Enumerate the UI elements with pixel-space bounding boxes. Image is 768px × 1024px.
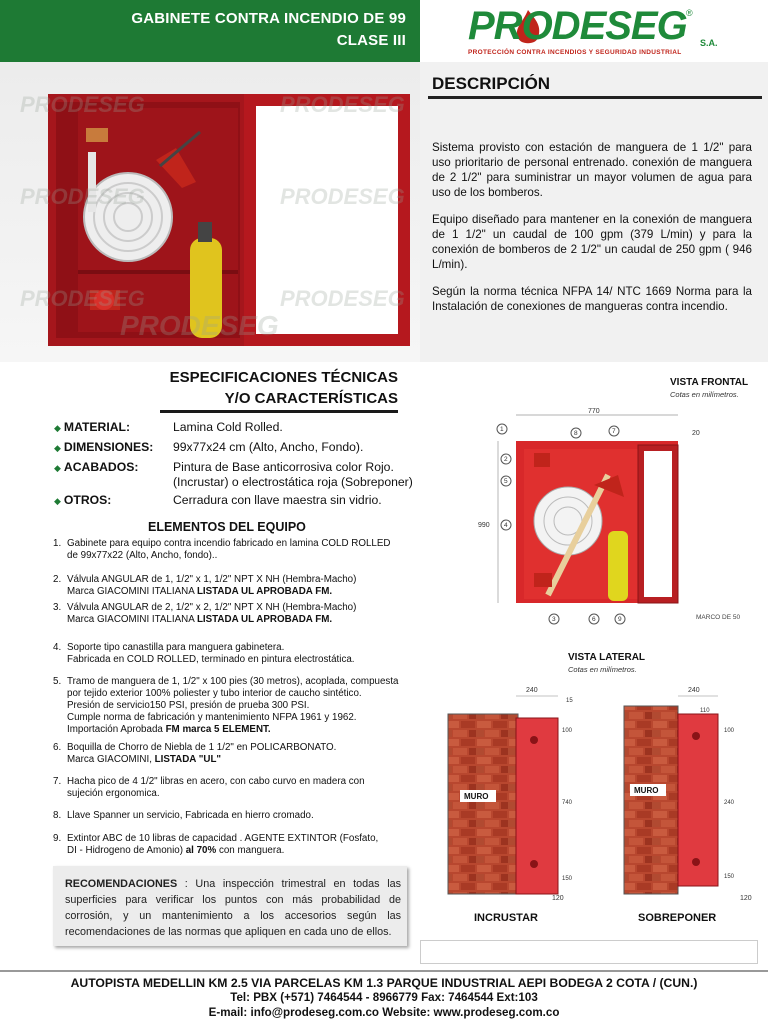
specs-title-line1: ESPECIFICACIONES TÉCNICAS: [169, 369, 398, 386]
front-view-subtitle: Cotas en milímetros.: [670, 390, 739, 399]
list-item-line: DI - Hidrogeno de Amonio): [67, 845, 186, 856]
spec-row-otros: [54, 493, 111, 507]
list-item-number: 9.: [53, 833, 62, 844]
callout-2: 2: [504, 456, 508, 463]
dim-e: 120: [740, 895, 752, 902]
list-item-number: 6.: [53, 742, 62, 753]
list-item-line: Marca GIACOMINI ITALIANA: [67, 614, 197, 625]
specs-title-line2: Y/O CARACTERÍSTICAS: [224, 390, 398, 407]
spec-row-material: [54, 420, 130, 434]
dim-height: 990: [478, 522, 490, 529]
callout-5: 5: [504, 478, 508, 485]
list-item-line: Boquilla de Chorro de Niebla de 1 1/2" en POLICARBONATO.: [67, 742, 337, 753]
footer-address: AUTOPISTA MEDELLIN KM 2.5 VIA PARCELAS KM 1.3 PARQUE INDUSTRIAL AEPI BODEGA 2 COTA / (CUN.): [70, 976, 698, 990]
list-item-text: [67, 810, 413, 822]
front-view-drawing: [468, 405, 768, 635]
spec-row-dimensiones: [54, 440, 153, 454]
bullet-icon: ◆: [54, 423, 61, 433]
spec-label: OTROS:: [63, 493, 112, 507]
spec-value-otros: Cerradura con llave maestra sin vidrio.: [173, 493, 382, 507]
blank-box: [420, 940, 758, 964]
elements-title: ELEMENTOS DEL EQUIPO: [148, 520, 306, 534]
bullet-icon: ◆: [54, 463, 61, 473]
list-item-line: Marca GIACOMINI,: [67, 754, 155, 765]
list-item-text: [67, 776, 413, 800]
list-item-highlight: FM marca 5 ELEMENT.: [165, 724, 271, 735]
list-item-line: Cumple norma de fabricación y mantenimiento NFPA 1961 y 1962.: [67, 712, 357, 723]
list-item-line: por tejido exterior 100% poliester y tubo interior de caucho sintético.: [67, 688, 362, 699]
logo-sa: S.A.: [700, 38, 718, 48]
callout-3: 3: [552, 616, 556, 623]
list-item-line: Válvula ANGULAR de 1, 1/2" x 1, 1/2" NPT X NH (Hembra-Macho): [67, 574, 357, 585]
watermark: PRODESEG: [280, 92, 405, 117]
dim-depth: 20: [692, 430, 700, 437]
side-view-title: VISTA LATERAL: [568, 652, 646, 663]
description-paragraph-3: Según la norma técnica NFPA 14/ NTC 1669 Norma para la Instalación de conexiones de mangueras contra incendio.: [432, 285, 752, 313]
list-item-text: [67, 574, 413, 598]
list-item-line: Presión de servicio150 PSI, presión de prueba 300 PSI.: [67, 700, 310, 711]
list-item-number: 2.: [53, 574, 62, 585]
list-item-highlight: LISTADA "UL": [154, 754, 222, 765]
spec-value-material: Lamina Cold Rolled.: [173, 420, 283, 434]
dim-c: 740: [562, 800, 573, 806]
dim-a: 15: [566, 698, 573, 704]
list-item-text: [67, 833, 413, 857]
spec-value-acabados: Pintura de Base anticorrosiva color Rojo.: [173, 460, 394, 474]
dim-b: 100: [562, 728, 573, 734]
list-item-number: 5.: [53, 676, 62, 687]
footer: [0, 970, 768, 1024]
list-item-line: Fabricada en COLD ROLLED, terminado en pintura electrostática.: [67, 654, 355, 665]
dim-width: 770: [588, 408, 600, 415]
list-item-line: Válvula ANGULAR de 2, 1/2" x 2, 1/2" NPT X NH (Hembra-Macho): [67, 602, 357, 613]
list-item-number: 3.: [53, 602, 62, 613]
list-item-line: Llave Spanner un servicio, Fabricada en hierro cromado.: [67, 810, 314, 821]
watermark: PRODESEG: [20, 286, 145, 311]
callout-7: 7: [612, 428, 616, 435]
logo-wordmark: PRODESEG: [468, 4, 687, 48]
dim-w: 240: [526, 687, 538, 694]
list-item-text: [67, 602, 413, 626]
watermark: PRODESEG: [20, 184, 145, 209]
side-view-sobreponer: [620, 684, 760, 904]
muro-label: MURO: [464, 792, 489, 801]
callout-8: 8: [574, 430, 578, 437]
list-item-line: Tramo de manguera de 1, 1/2" x 100 pies (30 metros), acoplada, compuesta: [67, 676, 399, 687]
spec-label: ACABADOS:: [63, 460, 139, 474]
marco-label: MARCO DE 50: [696, 614, 741, 621]
page-title-line1: GABINETE CONTRA INCENDIO DE 99: [131, 10, 406, 27]
list-item-line: sujeción ergonomica.: [67, 788, 160, 799]
side-view-incrustar: [444, 684, 574, 904]
list-item-line: Extintor ABC de 10 libras de capacidad . AGENTE EXTINTOR (Fosfato,: [67, 833, 379, 844]
page-title-line2: CLASE III: [336, 32, 406, 49]
spec-label: DIMENSIONES:: [63, 440, 154, 454]
dim-e: 120: [552, 895, 564, 902]
sobreponer-label: SOBREPONER: [638, 912, 717, 924]
recommendations-box: [53, 866, 407, 946]
callout-6: 6: [592, 616, 596, 623]
list-item-highlight: al 70%: [185, 845, 217, 856]
dim-a: 110: [700, 708, 710, 714]
callout-4: 4: [504, 522, 508, 529]
dim-d: 150: [724, 874, 735, 880]
footer-phone: Tel: PBX (+571) 7464544 - 8966779 Fax: 7464544 Ext:103: [230, 991, 538, 1004]
spec-value-acabados-2: (Incrustar) o electrostática roja (Sobreponer): [173, 475, 413, 489]
product-photo-area: [0, 62, 420, 362]
header-banner: [0, 0, 420, 62]
dim-d: 150: [562, 876, 573, 882]
list-item-text: [67, 538, 413, 562]
watermark: PRODESEG: [120, 310, 279, 341]
incrustar-label: INCRUSTAR: [474, 912, 538, 924]
dim-w: 240: [688, 687, 700, 694]
list-item-text: [67, 742, 413, 766]
list-item-line: Importación Aprobada: [67, 724, 166, 735]
description-paragraph-1: Sistema provisto con estación de manguera de 1 1/2" para uso prioritario de personal entrenado. conexión de manguera de 2 1/2" para suministrar un mayor volumen de agua para uso de los bomberos.: [432, 141, 752, 199]
footer-contact: E-mail: info@prodeseg.com.co Website: www.prodeseg.com.co: [208, 1006, 560, 1019]
list-item-text: [67, 676, 413, 736]
bullet-icon: ◆: [54, 443, 61, 453]
list-item-number: 8.: [53, 810, 62, 821]
list-item-line: Soporte tipo canastilla para manguera gabinetera.: [67, 642, 285, 653]
list-item-number: 4.: [53, 642, 62, 653]
list-item-tail: con manguera.: [216, 845, 285, 856]
description-title: DESCRIPCIÓN: [432, 74, 551, 93]
side-view-subtitle: Cotas en milímetros.: [568, 665, 637, 674]
list-item-line: Marca GIACOMINI ITALIANA: [67, 586, 197, 597]
watermark: PRODESEG: [280, 184, 405, 209]
list-item-highlight: LISTADA UL APROBADA FM.: [196, 586, 333, 597]
bullet-icon: ◆: [54, 496, 61, 506]
list-item-text: [67, 642, 413, 666]
description-rule: [428, 96, 762, 99]
description-paragraph-2: Equipo diseñado para mantener en la conexión de manguera de 1 1/2" un caudal de 100 gpm (379 L/min) y para la conexión de bomberos de 2 1/2" un caudal de 250 gpm ( 946 L/min).: [432, 213, 752, 271]
logo-tagline: PROTECCIÓN CONTRA INCENDIOS Y SEGURIDAD INDUSTRIAL: [468, 49, 682, 56]
spec-label: MATERIAL:: [63, 420, 131, 434]
front-view-title: VISTA FRONTAL: [670, 377, 749, 388]
callout-1: 1: [500, 426, 504, 433]
list-item-line: Gabinete para equipo contra incendio fabricado en lamina COLD ROLLED: [67, 538, 391, 549]
company-logo: [424, 2, 768, 60]
recommendations-text: : Una inspección trimestral en todas las superficies para verificar los puntos con más probabilidad de corrosión, y un mantenimiento a los accesorios según las recomendaciones de las normas que apliquen en cada uno de ellos.: [65, 878, 401, 938]
recommendations-label: RECOMENDACIONES: [65, 878, 178, 890]
spec-value-dimensiones: 99x77x24 cm (Alto, Ancho, Fondo).: [173, 440, 364, 454]
list-item-number: 1.: [53, 538, 62, 549]
list-item-number: 7.: [53, 776, 62, 787]
watermark: PRODESEG: [280, 286, 405, 311]
spec-row-acabados: [54, 460, 138, 474]
callout-9: 9: [618, 616, 622, 623]
list-item-highlight: LISTADA UL APROBADA FM.: [196, 614, 333, 625]
dim-b: 100: [724, 728, 735, 734]
dim-c: 240: [724, 800, 735, 806]
list-item-line: de 99x77x22 (Alto, Ancho, fondo)..: [67, 550, 218, 561]
list-item-line: Hacha pico de 4 1/2" libras en acero, con cabo curvo en madera con: [67, 776, 365, 787]
muro-label: MURO: [634, 786, 659, 795]
watermark: PRODESEG: [20, 92, 145, 117]
logo-registered: ®: [686, 8, 693, 18]
specs-rule: [160, 410, 398, 413]
